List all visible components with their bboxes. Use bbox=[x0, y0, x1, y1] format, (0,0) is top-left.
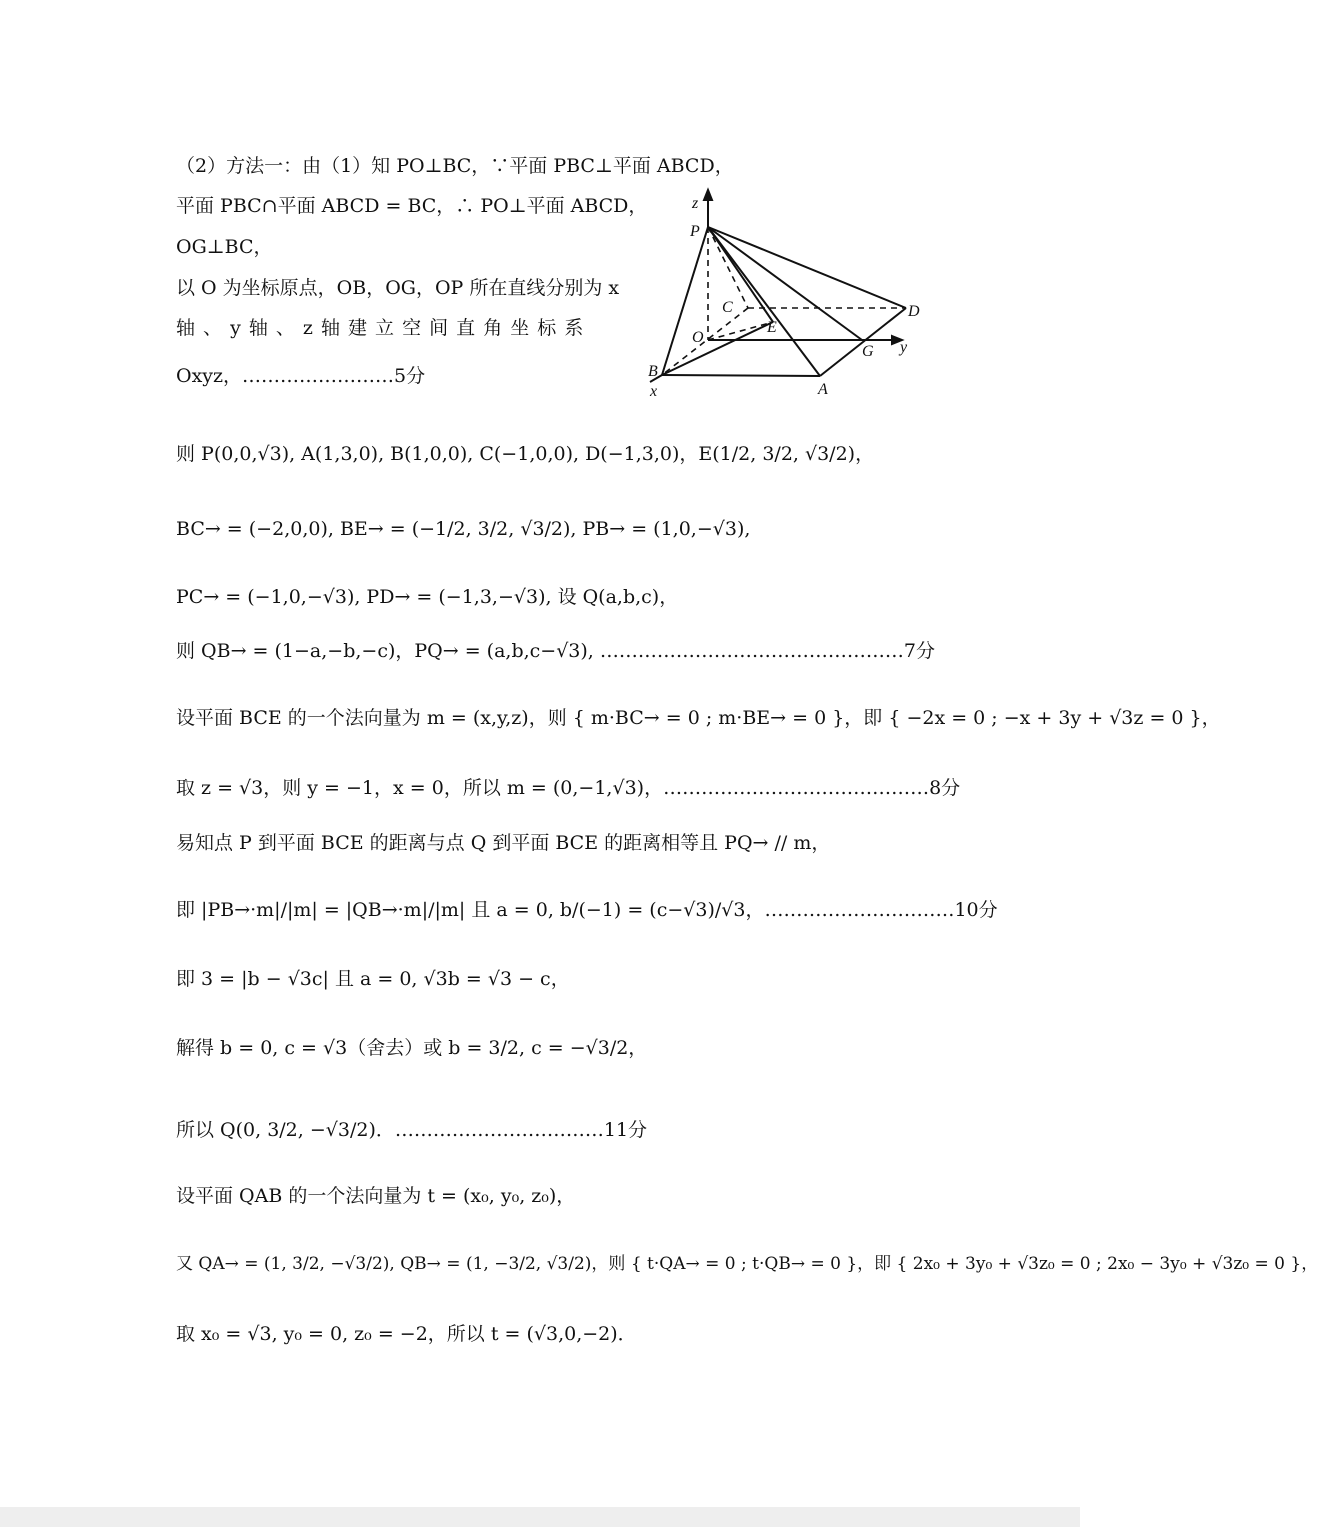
line-14: 即 |PB→·m|/|m| = |QB→·m|/|m| 且 a = 0, b/(−1) = (c−√3)/√3，…………………………10分 bbox=[176, 899, 998, 921]
label-y: y bbox=[900, 339, 908, 356]
line-18: 设平面 QAB 的一个法向量为 t = (x₀, y₀, z₀)， bbox=[176, 1185, 576, 1207]
edge-BE bbox=[662, 322, 773, 375]
label-x: x bbox=[650, 383, 658, 400]
line-9: PC→ = (−1,0,−√3), PD→ = (−1,3,−√3), 设 Q(a,b,c)， bbox=[176, 586, 679, 608]
label-G: G bbox=[862, 343, 874, 360]
edge-CB bbox=[662, 308, 748, 375]
label-E: E bbox=[767, 319, 777, 336]
line-1: （2）方法一：由（1）知 PO⊥BC，∵平面 PBC⊥平面 ABCD， bbox=[176, 155, 734, 177]
edge-BA bbox=[662, 375, 820, 376]
line-16: 解得 b = 0, c = √3（舍去）或 b = 3/2, c = −√3/2， bbox=[176, 1037, 648, 1059]
pyramid-figure bbox=[630, 190, 930, 400]
line-2: 平面 PBC∩平面 ABCD = BC，∴ PO⊥平面 ABCD， bbox=[176, 195, 648, 217]
page-bottom-strip bbox=[0, 1507, 1080, 1527]
line-5: 轴 、 y 轴 、 z 轴 建 立 空 间 直 角 坐 标 系 bbox=[176, 317, 585, 339]
line-6: Oxyz，……………………5分 bbox=[176, 365, 426, 387]
line-7: 则 P(0,0,√3), A(1,3,0), B(1,0,0), C(−1,0,0), D(−1,3,0)，E(1/2, 3/2, √3/2)， bbox=[176, 443, 875, 465]
edge-PG bbox=[708, 227, 862, 340]
label-O: O bbox=[692, 329, 704, 346]
z-arrow bbox=[704, 190, 712, 200]
line-12: 取 z = √3，则 y = −1，x = 0，所以 m = (0,−1,√3)，……………………………………8分 bbox=[176, 777, 961, 799]
edge-PB bbox=[662, 227, 708, 375]
line-11: 设平面 BCE 的一个法向量为 m = (x,y,z)，则 { m·BC→ = 0 ; m·BE→ = 0 }，即 { −2x = 0 ; −x + 3y + √3z = 0 }， bbox=[176, 707, 1221, 729]
line-8: BC→ = (−2,0,0), BE→ = (−1/2, 3/2, √3/2), PB→ = (1,0,−√3), bbox=[176, 518, 751, 540]
label-z: z bbox=[692, 195, 699, 212]
label-P: P bbox=[690, 223, 700, 240]
label-C: C bbox=[722, 299, 733, 316]
line-19: 又 QA→ = (1, 3/2, −√3/2), QB→ = (1, −3/2, √3/2)，则 { t·QA→ = 0 ; t·QB→ = 0 }，即 { 2x₀ + 3y₀ + √3z₀ = 0 ; 2x₀ − 3y₀ + √3z₀ = 0 }， bbox=[176, 1254, 1318, 1274]
label-A: A bbox=[818, 381, 828, 398]
line-4: 以 O 为坐标原点，OB，OG，OP 所在直线分别为 x bbox=[176, 277, 620, 299]
edge-PC bbox=[708, 227, 748, 308]
line-15: 即 3 = |b − √3c| 且 a = 0, √3b = √3 − c， bbox=[176, 968, 570, 990]
label-B: B bbox=[648, 363, 658, 380]
line-17: 所以 Q(0, 3/2, −√3/2)．……………………………11分 bbox=[176, 1119, 648, 1141]
label-D: D bbox=[908, 303, 920, 320]
line-13: 易知点 P 到平面 BCE 的距离与点 Q 到平面 BCE 的距离相等且 PQ→ // m， bbox=[176, 832, 831, 854]
line-3: OG⊥BC， bbox=[176, 236, 273, 258]
line-10: 则 QB→ = (1−a,−b,−c)，PQ→ = (a,b,c−√3), …………………………………………7分 bbox=[176, 640, 935, 662]
line-20: 取 x₀ = √3, y₀ = 0, z₀ = −2，所以 t = (√3,0,−2)． bbox=[176, 1323, 637, 1345]
